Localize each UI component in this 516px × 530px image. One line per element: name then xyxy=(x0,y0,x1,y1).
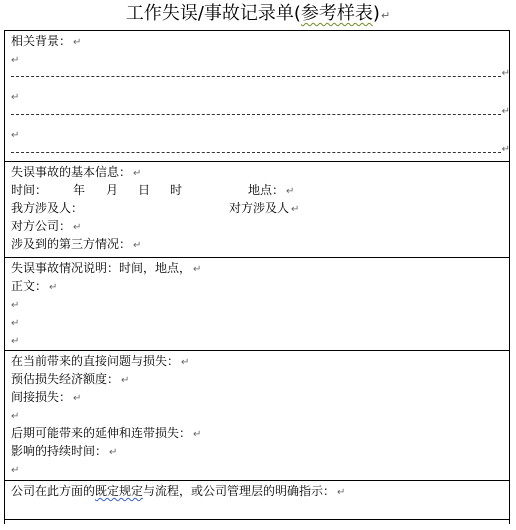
paragraph-mark-icon: ↵ xyxy=(133,240,142,251)
description-heading: 失误事故情况说明：时间，地点， xyxy=(11,261,192,275)
paragraph-mark-icon: ↵ xyxy=(49,282,58,293)
title-suffix: ) xyxy=(372,3,380,24)
background-label: 相关背景： xyxy=(11,34,72,48)
month-label: 月 xyxy=(106,183,119,197)
hour-label: 时 xyxy=(170,183,183,197)
later-loss-label: 后期可能带来的延伸和连带损失： xyxy=(11,426,192,440)
paragraph-mark-icon: ↵ xyxy=(109,447,118,458)
record-form-table xyxy=(4,30,510,524)
page-title xyxy=(0,3,516,27)
paragraph-mark-icon: ↵ xyxy=(337,487,346,498)
paragraph-mark-icon: ↵ xyxy=(73,222,82,233)
paragraph-mark-icon: ↵ xyxy=(11,92,20,103)
rules-text-squiggle: 既定规定 xyxy=(95,484,144,498)
time-label: 时间： xyxy=(11,183,48,197)
paragraph-mark-icon: ↵ xyxy=(181,357,190,368)
basic-info-heading: 失误事故的基本信息： xyxy=(11,165,132,179)
body-label: 正文： xyxy=(11,279,48,293)
duration-label: 影响的持续时间： xyxy=(11,444,108,458)
day-label: 日 xyxy=(138,183,151,197)
paragraph-mark-icon: ↵ xyxy=(11,336,20,347)
paragraph-mark-icon: ↵ xyxy=(291,204,300,215)
paragraph-mark-icon: ↵ xyxy=(501,144,510,155)
paragraph-mark-icon: ↵ xyxy=(193,429,202,440)
paragraph-mark-icon: ↵ xyxy=(11,465,20,476)
paragraph-mark-icon: ↵ xyxy=(73,393,82,404)
title-wavy-word: 参考样表 xyxy=(300,3,373,24)
rules-text-a: 公司在此方面的 xyxy=(11,484,96,498)
paragraph-mark-icon: ↵ xyxy=(121,375,130,386)
paragraph-mark-icon: ↵ xyxy=(133,168,142,179)
estimate-label: 预估损失经济额度： xyxy=(11,372,120,386)
year-label: 年 xyxy=(73,183,86,197)
paragraph-mark-icon: ↵ xyxy=(501,106,510,117)
paragraph-mark-icon: ↵ xyxy=(11,300,20,311)
section-basic-info xyxy=(5,161,509,258)
time-place-row xyxy=(11,183,509,198)
section-rules xyxy=(5,480,509,526)
paragraph-mark-icon: ↵ xyxy=(501,68,510,79)
section-losses xyxy=(5,350,509,481)
paragraph-mark-icon: ↵ xyxy=(11,130,20,141)
paragraph-mark-icon: ↵ xyxy=(193,264,202,275)
paragraph-mark-icon: ↵ xyxy=(286,186,295,197)
paragraph-mark-icon: ↵ xyxy=(73,37,82,48)
indirect-loss-label: 间接损失： xyxy=(11,390,72,404)
paragraph-mark-icon: ↵ xyxy=(380,9,391,22)
dashed-writing-line xyxy=(11,106,510,117)
title-prefix: 工作失误/事故记录单( xyxy=(125,3,301,24)
losses-heading: 在当前带来的直接问题与损失： xyxy=(11,354,180,368)
place-label: 地点： xyxy=(248,183,285,197)
paragraph-mark-icon: ↵ xyxy=(11,411,20,422)
section-description xyxy=(5,257,509,351)
other-party-label: 对方涉及人 xyxy=(229,201,290,215)
section-background xyxy=(5,31,509,161)
third-party-label: 涉及到的第三方情况： xyxy=(11,237,132,251)
paragraph-mark-icon: ↵ xyxy=(11,318,20,329)
paragraph-mark-icon: ↵ xyxy=(11,55,20,66)
dashed-writing-line xyxy=(11,144,510,155)
other-company-label: 对方公司： xyxy=(11,219,72,233)
rules-text-b: 与流程，或公司管理层的明确指示： xyxy=(143,484,336,498)
our-party-label: 我方涉及人： xyxy=(11,201,84,215)
dashed-writing-line xyxy=(11,68,510,79)
